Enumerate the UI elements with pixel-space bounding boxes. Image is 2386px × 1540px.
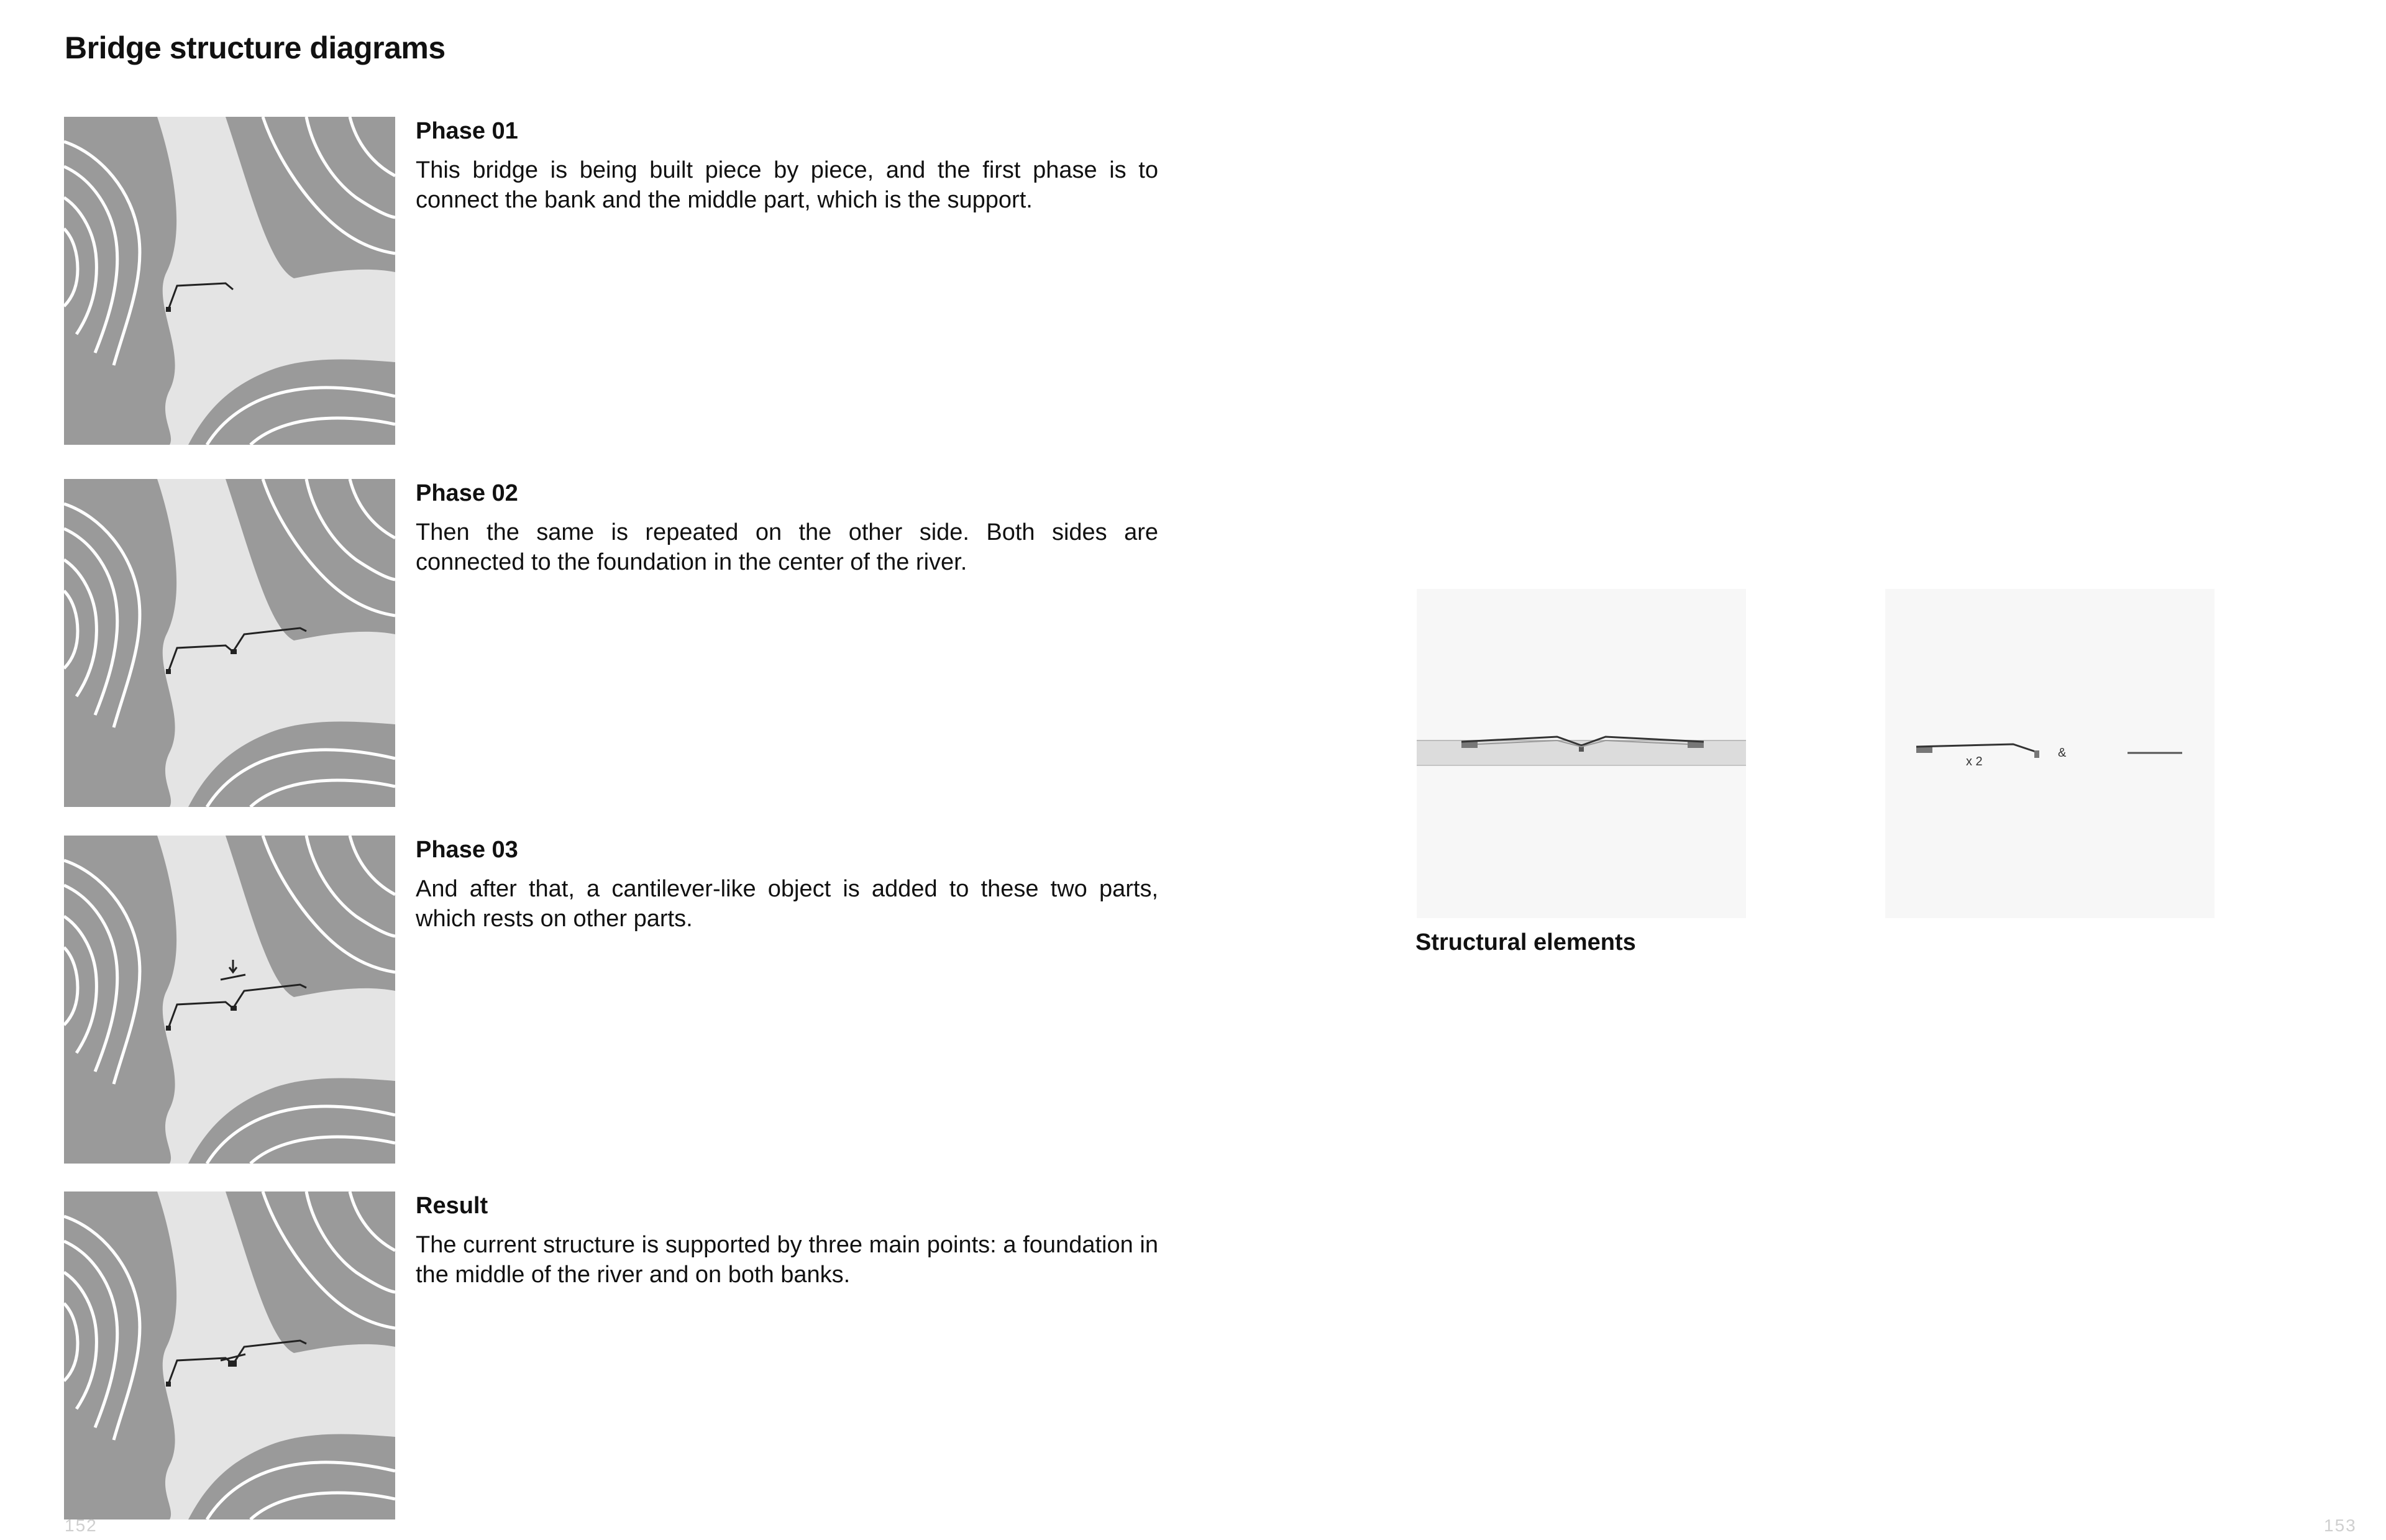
- phase-03-description: And after that, a cantilever-like object is added to these two parts, which rests on other parts.: [416, 876, 1158, 932]
- phase-02-heading: Phase 02: [416, 480, 518, 506]
- phase-02-description: Then the same is repeated on the other side. Both sides are connected to the foundation in the center of the river.: [416, 519, 1158, 575]
- bridge-section-panel: [1417, 589, 1746, 918]
- phase-02-site-diagram: [64, 479, 395, 807]
- phase-01: [64, 117, 1158, 446]
- phase-01-heading: Phase 01: [416, 118, 518, 144]
- structural-parts-panel: [1885, 589, 2215, 918]
- result-description: The current structure is supported by three main points: a foundation in the middle of the river and on both banks.: [416, 1232, 1158, 1288]
- phase-03: [64, 836, 1158, 1165]
- structural-elements-caption: Structural elements: [1415, 929, 1636, 955]
- page-number-left: 152: [65, 1516, 98, 1535]
- phase-result: [64, 1191, 1158, 1521]
- phase-03-site-diagram: [64, 836, 395, 1164]
- and-label: &: [2058, 746, 2067, 760]
- page-title: Bridge structure diagrams: [65, 30, 446, 65]
- phase-02: [64, 479, 1158, 808]
- phase-01-description: This bridge is being built piece by piece, and the first phase is to connect the bank and the middle part, which is the support.: [416, 157, 1158, 213]
- page-number-right: 153: [2324, 1516, 2357, 1535]
- multiplier-label: x 2: [1966, 755, 1983, 768]
- result-site-diagram: [64, 1191, 395, 1519]
- result-heading: Result: [416, 1193, 488, 1219]
- phase-01-site-diagram: [64, 117, 395, 445]
- phase-03-heading: Phase 03: [416, 837, 518, 863]
